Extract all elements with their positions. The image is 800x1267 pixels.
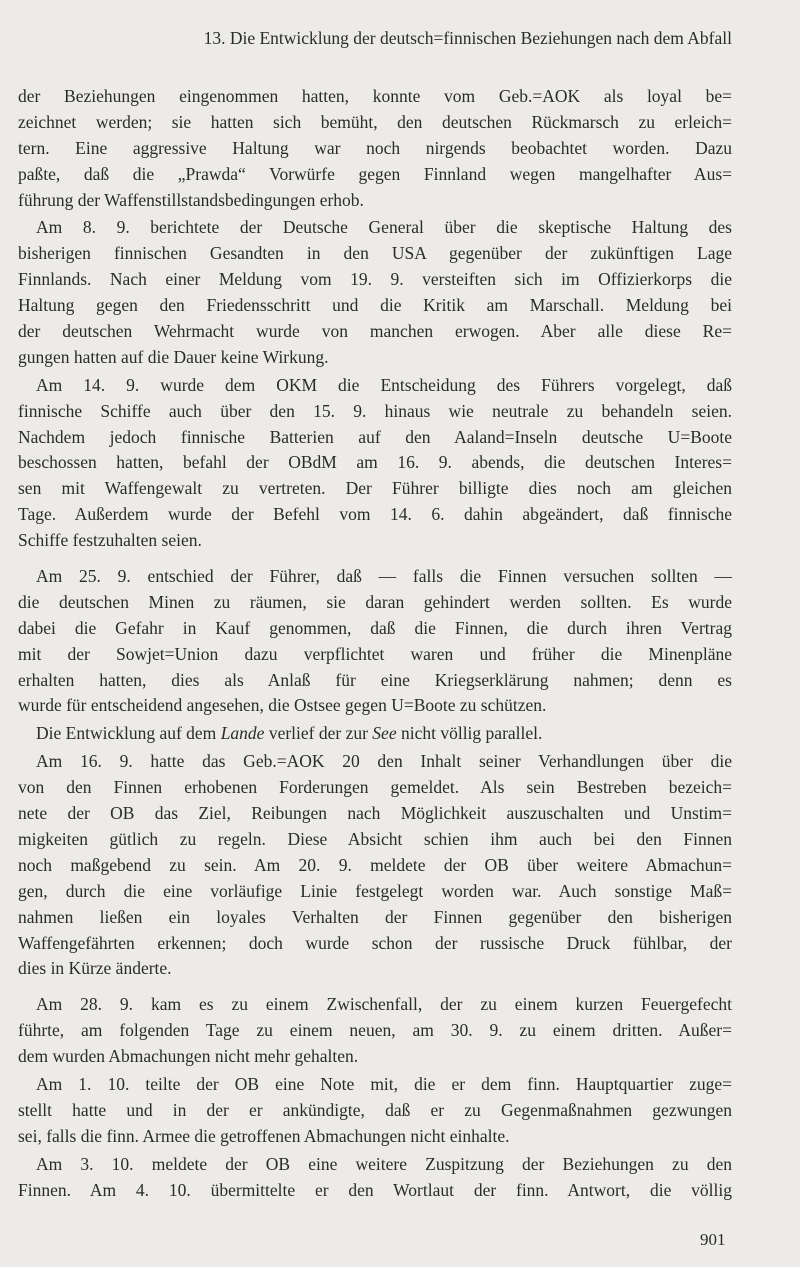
paragraph-line: Am 25. 9. entschied der Führer, daß — falls die Finnen versuchen sollten — [36,566,732,587]
paragraph [18,564,732,719]
paragraph-line: stellt hatte und in der er ankündigte, daß er zu Gegenmaßnahmen gezwungen [18,1099,732,1120]
paragraph-line: sen mit Waffengewalt zu vertreten. Der Führer billigte dies noch am gleichen [18,478,732,499]
paragraph-line: bisherigen finnischen Gesandten in den USA gegenüber der zukünftigen Lage [18,243,732,264]
paragraph [18,721,732,747]
paragraph-line: die deutschen Minen zu räumen, sie daran gehindert werden sollten. Es wurde [18,591,732,612]
paragraph [18,373,732,554]
page-number: 901 [700,1230,726,1249]
paragraph-line: der deutschen Wehrmacht wurde von manchen erwogen. Aber alle diese Re= [18,321,732,342]
paragraph [18,215,732,370]
paragraph [18,992,732,1070]
paragraph [18,1152,732,1204]
paragraph [18,84,732,213]
paragraph-line: Nachdem jedoch finnische Batterien auf den Aaland=Inseln deutsche U=Boote [18,426,732,447]
page-body [18,84,732,1203]
paragraph-line: Tage. Außerdem wurde der Befehl vom 14. 6. dahin abgeändert, daß finnische [18,504,732,525]
paragraph-line: zeichnet werden; sie hatten sich bemüht, den deutschen Rückmarsch zu erleich= [18,111,732,132]
paragraph-line: finnische Schiffe auch über den 15. 9. hinaus wie neutrale zu behandeln seien. [18,400,732,421]
italic-text: See [372,723,397,744]
paragraph-line: noch maßgebend zu sein. Am 20. 9. meldete der OB über weitere Abmachun= [18,854,732,875]
text-run: Die Entwicklung auf dem [36,723,221,744]
text-run: nicht völlig parallel. [396,723,543,744]
paragraph-line: Finnen. Am 4. 10. übermittelte er den Wortlaut der finn. Antwort, die völlig [18,1179,732,1200]
paragraph-line: wurde für entscheidend angesehen, die Ostsee gegen U=Boote zu schützen. [18,695,547,716]
paragraph-line: gen, durch die eine vorläufige Linie festgelegt worden war. Auch sonstige Maß= [18,880,732,901]
paragraph-line: dies in Kürze änderte. [18,958,172,979]
paragraph-line: nete der OB das Ziel, Reibungen nach Möglichkeit auszuschalten und Unstim= [18,803,732,824]
paragraph-line: führung der Waffenstillstandsbedingungen erhob. [18,189,364,210]
paragraph-line: erhalten hatten, dies als Anlaß für eine Kriegserklärung nahmen; denn es [18,669,732,690]
paragraph [18,1072,732,1150]
paragraph-line: gungen hatten auf die Dauer keine Wirkung. [18,346,329,367]
paragraph-line: Finnlands. Nach einer Meldung vom 19. 9. versteiften sich im Offizierkorps die [18,269,732,290]
paragraph-line: Am 8. 9. berichtete der Deutsche General über die skeptische Haltung des [36,217,732,238]
paragraph [18,749,732,982]
paragraph-line: migkeiten gütlich zu regeln. Diese Absicht schien ihm auch bei den Finnen [18,828,732,849]
paragraph-line: Am 16. 9. hatte das Geb.=AOK 20 den Inhalt seiner Verhandlungen über die [36,751,732,772]
paragraph-line: Waffengefährten erkennen; doch wurde schon der russische Druck fühlbar, der [18,932,732,953]
paragraph-line: nahmen ließen ein loyales Verhalten der Finnen gegenüber den bisherigen [18,906,732,927]
paragraph-line: führte, am folgenden Tage zu einem neuen, am 30. 9. zu einem dritten. Außer= [18,1020,732,1041]
paragraph-line: Am 28. 9. kam es zu einem Zwischenfall, der zu einem kurzen Feuergefecht [36,994,732,1015]
paragraph-line: dabei die Gefahr in Kauf genommen, daß die Finnen, die durch ihren Vertrag [18,617,732,638]
paragraph-line: sei, falls die finn. Armee die getroffenen Abmachungen nicht einhalte. [18,1125,510,1146]
paragraph-line: Am 3. 10. meldete der OB eine weitere Zuspitzung der Beziehungen zu den [36,1153,732,1174]
paragraph-line: beschossen hatten, befahl der OBdM am 16. 9. abends, die deutschen Interes= [18,452,732,473]
paragraph-line: paßte, daß die „Prawda“ Vorwürfe gegen Finnland wegen mangelhafter Aus= [18,163,732,184]
text-run: verlief der zur [264,723,373,744]
paragraph-line: dem wurden Abmachungen nicht mehr gehalten. [18,1046,359,1067]
paragraph-line: Am 1. 10. teilte der OB eine Note mit, die er dem finn. Hauptquartier zuge= [36,1073,732,1094]
paragraph-line: der Beziehungen eingenommen hatten, konnte vom Geb.=AOK als loyal be= [18,86,732,106]
paragraph-line: Schiffe festzuhalten seien. [18,530,202,551]
paragraph-line [18,721,732,747]
paragraph-line: Am 14. 9. wurde dem OKM die Entscheidung des Führers vorgelegt, daß [36,374,732,395]
paragraph-line: Haltung gegen den Friedensschritt und die Kritik am Marschall. Meldung bei [18,295,732,316]
italic-text: Lande [220,723,265,744]
running-header: 13. Die Entwicklung der deutsch=finnischen Beziehungen nach dem Abfall [203,28,732,48]
paragraph-line: tern. Eine aggressive Haltung war noch nirgends beobachtet worden. Dazu [18,137,732,158]
paragraph-line: von den Finnen erhobenen Forderungen gemeldet. Als sein Bestreben bezeich= [18,777,732,798]
paragraph-line: mit der Sowjet=Union dazu verpflichtet waren und früher die Minenpläne [18,643,732,664]
